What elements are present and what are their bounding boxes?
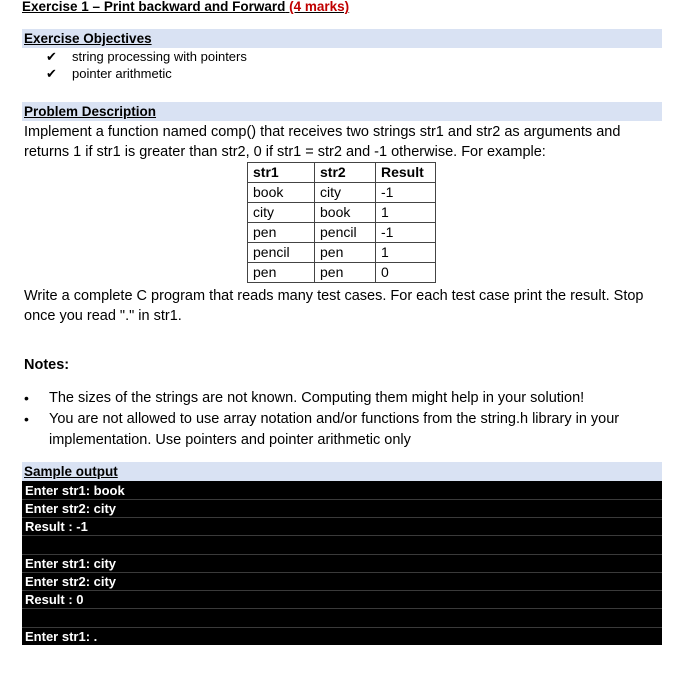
problem-heading-bar: [22, 102, 662, 121]
table-row: [248, 243, 436, 263]
table-cell: 1: [376, 203, 436, 223]
note-item: [24, 409, 664, 451]
table-cell: 0: [376, 263, 436, 283]
table-row: [248, 203, 436, 223]
problem-intro-line: Implement a function named comp() that receives two strings str1 and str2 as arguments and: [24, 124, 621, 140]
table-cell: book: [248, 183, 315, 203]
note-text: You are not allowed to use array notation and/or functions from the string.h library in your: [49, 411, 620, 427]
table-cell: -1: [376, 223, 436, 243]
objectives-list: [46, 48, 247, 82]
comparison-table: [247, 162, 436, 283]
table-header: Result: [376, 163, 436, 183]
objectives-heading-bar: [22, 29, 662, 48]
table-cell: book: [315, 203, 376, 223]
console-line: Enter str2: city: [25, 501, 117, 516]
table-header-row: [248, 163, 436, 183]
check-icon: ✔: [46, 49, 57, 64]
table-cell: pen: [315, 263, 376, 283]
note-text: The sizes of the strings are not known. Computing them might help in your solution!: [49, 390, 585, 406]
problem-outro: [24, 286, 684, 326]
console-line: Result : 0: [25, 592, 84, 607]
objective-item: [46, 48, 247, 65]
console-line: Enter str1: .: [25, 629, 98, 644]
notes-list: [24, 388, 664, 451]
console-divider: [22, 590, 662, 591]
objectives-heading: Exercise Objectives: [24, 31, 152, 46]
console-divider: [22, 608, 662, 609]
note-item: [24, 388, 664, 409]
table-cell: 1: [376, 243, 436, 263]
table-header: str1: [248, 163, 315, 183]
marks-label: (4 marks): [289, 0, 350, 14]
objective-label: pointer arithmetic: [72, 66, 172, 81]
console-line: Enter str1: city: [25, 556, 117, 571]
console-divider: [22, 535, 662, 536]
table-cell: pencil: [248, 243, 315, 263]
check-icon: ✔: [46, 66, 57, 81]
table-row: [248, 263, 436, 283]
table-cell: -1: [376, 183, 436, 203]
console-line: Result : -1: [25, 519, 88, 534]
console-divider: [22, 517, 662, 518]
table-row: [248, 183, 436, 203]
console-line: Enter str1: book: [25, 483, 125, 498]
table-cell: pen: [248, 223, 315, 243]
note-text: implementation. Use pointers and pointer arithmetic only: [49, 432, 411, 448]
sample-console: [22, 481, 662, 645]
table-cell: pen: [315, 243, 376, 263]
bullet-icon: •: [24, 390, 29, 406]
table-cell: pencil: [315, 223, 376, 243]
problem-heading: Problem Description: [24, 104, 157, 119]
table-cell: city: [315, 183, 376, 203]
table-header: str2: [315, 163, 376, 183]
sample-heading: Sample output: [24, 464, 118, 479]
objective-label: string processing with pointers: [72, 49, 247, 64]
problem-outro-line: Write a complete C program that reads many test cases. For each test case print the result. Stop: [24, 288, 644, 304]
objective-item: [46, 65, 247, 82]
table-cell: pen: [248, 263, 315, 283]
sample-heading-bar: [22, 462, 662, 481]
table-row: [248, 223, 436, 243]
table-cell: city: [248, 203, 315, 223]
problem-outro-line: once you read "." in str1.: [24, 308, 182, 324]
notes-heading: Notes:: [24, 357, 70, 373]
problem-intro-line: returns 1 if str1 is greater than str2, 0 if str1 = str2 and -1 otherwise. For example:: [24, 144, 546, 160]
bullet-icon: •: [24, 411, 29, 427]
console-line: Enter str2: city: [25, 574, 117, 589]
problem-intro: [24, 122, 684, 162]
console-divider: [22, 627, 662, 628]
exercise-title: [22, 0, 662, 16]
title-text: Exercise 1 – Print backward and Forward: [22, 0, 286, 14]
